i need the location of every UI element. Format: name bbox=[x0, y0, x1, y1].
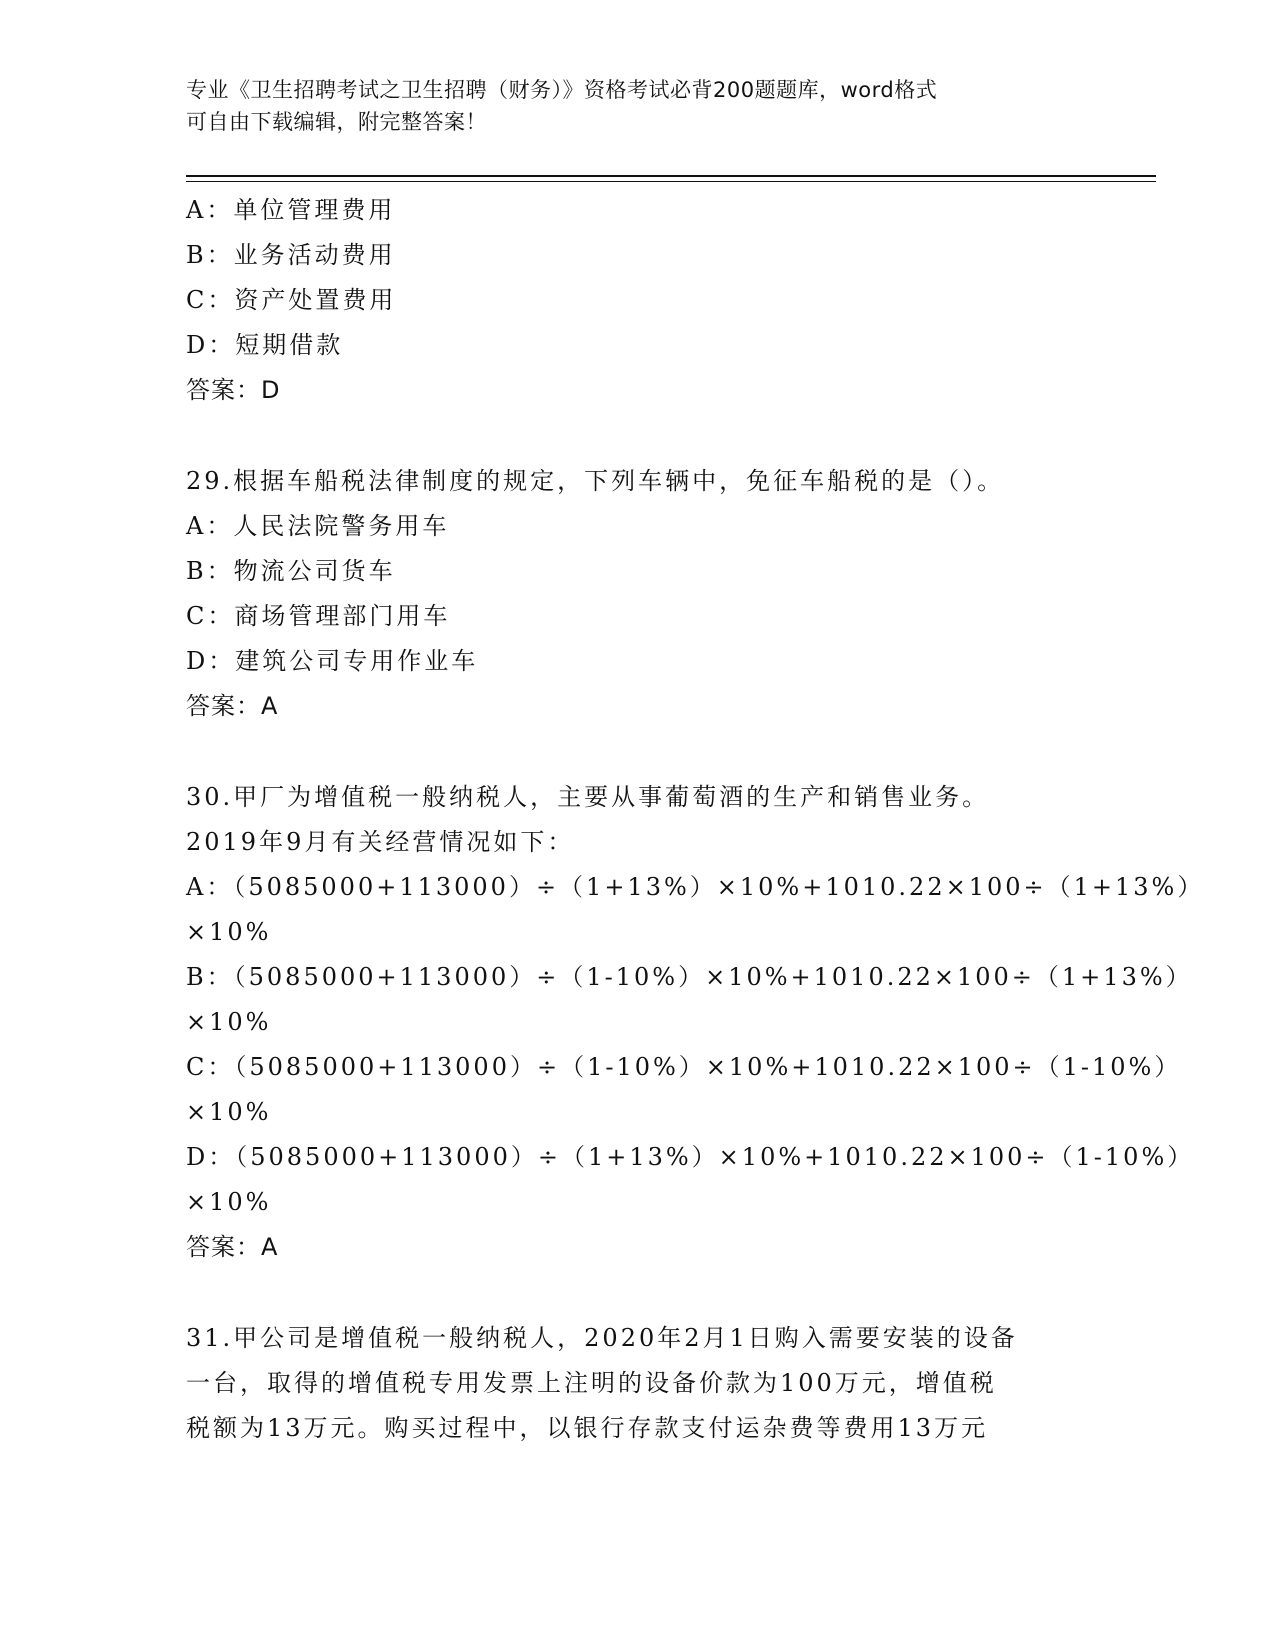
question-list bbox=[186, 188, 1205, 1451]
option-c: C：商场管理部门用车 bbox=[186, 602, 451, 630]
question-stem-line-1: 31.甲公司是增值税一般纳税人，2020年2月1日购入需要安装的设备 bbox=[186, 1324, 1018, 1352]
option-d-continued: ×10% bbox=[186, 1188, 272, 1216]
header-divider-thin bbox=[186, 181, 1156, 182]
question-28 bbox=[186, 188, 1086, 413]
answer: 答案：A bbox=[186, 1233, 279, 1261]
option-d: D：（5085000+113000）÷（1+13%）×10%+1010.22×100÷（1-10%） bbox=[186, 1143, 1195, 1171]
question-31 bbox=[186, 1316, 1086, 1451]
question-stem-line-2: 2019年9月有关经营情况如下： bbox=[186, 828, 575, 856]
question-stem: 29.根据车船税法律制度的规定，下列车辆中，免征车船税的是（）。 bbox=[186, 467, 1005, 495]
option-a: A：单位管理费用 bbox=[186, 196, 396, 224]
option-b: B：业务活动费用 bbox=[186, 241, 396, 269]
answer: 答案：D bbox=[186, 376, 281, 404]
header-line-1: 专业《卫生招聘考试之卫生招聘（财务）》资格考试必背200题题库，word格式 bbox=[186, 78, 938, 102]
question-stem-line-3: 税额为13万元。购买过程中，以银行存款支付运杂费等费用13万元 bbox=[186, 1414, 989, 1442]
option-a: A：（5085000+113000）÷（1+13%）×10%+1010.22×100÷（1+13%） bbox=[186, 873, 1205, 901]
option-a-continued: ×10% bbox=[186, 918, 272, 946]
question-30 bbox=[186, 775, 1205, 1270]
option-c: C：（5085000+113000）÷（1-10%）×10%+1010.22×100÷（1-10%） bbox=[186, 1053, 1182, 1081]
option-a: A：人民法院警务用车 bbox=[186, 512, 450, 540]
option-b: B：物流公司货车 bbox=[186, 557, 396, 585]
option-c-continued: ×10% bbox=[186, 1098, 272, 1126]
option-c: C：资产处置费用 bbox=[186, 286, 397, 314]
option-b-continued: ×10% bbox=[186, 1008, 272, 1036]
document-header bbox=[186, 74, 1086, 138]
option-d: D：短期借款 bbox=[186, 331, 344, 359]
option-b: B：（5085000+113000）÷（1-10%）×10%+1010.22×100÷（1+13%） bbox=[186, 963, 1193, 991]
answer: 答案：A bbox=[186, 692, 279, 720]
question-29 bbox=[186, 459, 1086, 729]
header-divider-thick bbox=[186, 175, 1156, 177]
question-stem-line-1: 30.甲厂为增值税一般纳税人，主要从事葡萄酒的生产和销售业务。 bbox=[186, 783, 990, 811]
question-stem-line-2: 一台，取得的增值税专用发票上注明的设备价款为100万元，增值税 bbox=[186, 1369, 997, 1397]
option-d: D：建筑公司专用作业车 bbox=[186, 647, 479, 675]
header-line-2: 可自由下载编辑，附完整答案！ bbox=[186, 110, 487, 134]
